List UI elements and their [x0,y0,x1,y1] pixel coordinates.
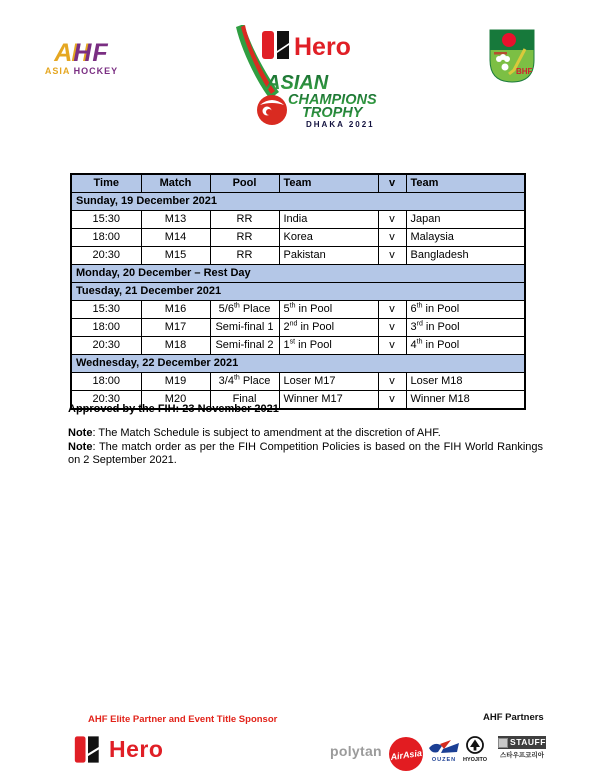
schedule-cell: M19 [141,373,210,391]
notes-block [68,427,543,468]
arrow-glyph [470,740,480,751]
bhf-crest-logo [488,29,536,84]
schedule-cell: M13 [141,211,210,229]
schedule-cell: 6th in Pool [406,301,525,319]
schedule-cell: Semi-final 1 [210,319,279,337]
column-header: v [378,174,406,193]
column-header: Match [141,174,210,193]
schedule-cell: v [378,337,406,355]
section-header-row [71,283,525,301]
schedule-cell: Japan [406,211,525,229]
schedule-cell: M17 [141,319,210,337]
hero-footer-logo [74,734,163,765]
header-row [71,174,525,193]
schedule-cell: 5/6th Place [210,301,279,319]
bhf-text: BHF [516,67,533,76]
schedule-cell: 20:30 [71,391,141,410]
schedule-cell: RR [210,247,279,265]
column-header: Team [406,174,525,193]
schedule-cell: Loser M17 [279,373,378,391]
ahf-letter-a: A [54,39,74,67]
section-header-row [71,355,525,373]
approved-line: Approved by the FIH: 23 November 2021 [68,403,279,415]
ball-crest-icon [502,64,509,71]
schedule-cell: v [378,247,406,265]
asian-champions-trophy-logo [226,25,392,129]
elite-partner-heading: AHF Elite Partner and Event Title Sponsor [88,714,278,725]
schedule-cell: v [378,391,406,410]
schedule-cell: 18:00 [71,373,141,391]
schedule-cell: v [378,319,406,337]
schedule-cell: Malaysia [406,229,525,247]
stauff-logo-box [498,736,546,749]
ouzen-logo-graphic [428,739,460,764]
schedule-cell: Winner M18 [406,391,525,410]
schedule-cell: RR [210,211,279,229]
bangladesh-flag-circle [502,33,516,47]
schedule-cell: Korea [279,229,378,247]
hyojito-text: HYOJITO [462,757,488,763]
ahf-logo-subtitle: ASIA HOCKEY [44,66,119,76]
column-header: Team [279,174,378,193]
column-header: Pool [210,174,279,193]
match-row [71,301,525,319]
hockey-ball-icon [257,95,287,125]
schedule-cell: v [378,229,406,247]
schedule-cell: 3/4th Place [210,373,279,391]
ouzen-logo [428,739,460,769]
polytan-logo: polytan [330,743,382,759]
schedule-cell: v [378,301,406,319]
schedule-cell: Semi-final 2 [210,337,279,355]
schedule-cell: Winner M17 [279,391,378,410]
schedule-cell: Pakistan [279,247,378,265]
hero-wordmark: Hero [109,736,164,762]
schedule-cell: 15:30 [71,301,141,319]
act-line1: ASIAN [266,72,329,94]
schedule-cell: Final [210,391,279,410]
section-header: Wednesday, 22 December 2021 [71,355,525,373]
schedule-table [70,173,526,410]
schedule-cell: M15 [141,247,210,265]
airasia-text: AirAsia [389,747,423,763]
match-row [71,247,525,265]
section-header: Monday, 20 December – Rest Day [71,265,525,283]
column-header: Time [71,174,141,193]
ouzen-text: OUZEN [431,757,457,763]
schedule-cell: v [378,373,406,391]
hero-logo-mark [74,734,102,765]
match-row [71,337,525,355]
asian-champions-trophy-logo-graphic [226,25,392,129]
schedule-cell: India [279,211,378,229]
ahf-partners-heading: AHF Partners [483,712,544,723]
schedule-cell: 15:30 [71,211,141,229]
schedule-table-body [71,193,525,410]
schedule-cell: Loser M18 [406,373,525,391]
schedule-cell: v [378,211,406,229]
schedule-cell: M20 [141,391,210,410]
schedule-cell: 1st in Pool [279,337,378,355]
schedule-cell: M18 [141,337,210,355]
stauff-korean-text: 스타우프코리아 [500,752,544,759]
schedule-cell: RR [210,229,279,247]
hero-logo-mark [262,31,289,59]
ahf-letter-h: H [73,39,93,67]
ahf-asia-hockey-logo [44,39,119,76]
schedule-cell: 18:00 [71,319,141,337]
airasia-logo-graphic [388,736,424,772]
schedule-cell: 18:00 [71,229,141,247]
ahf-logo-letters [44,39,119,67]
hyojito-logo-graphic [461,736,491,763]
schedule-cell: 2nd in Pool [279,319,378,337]
act-line3: TROPHY [302,105,363,121]
schedule-table-head [71,174,525,193]
hero-wordmark: Hero [294,33,351,61]
stauff-text: STAUFF [510,737,546,747]
stauff-logo [498,736,546,759]
schedule-cell: 5th in Pool [279,301,378,319]
bhf-crest-graphic [488,29,536,84]
note-2: Note: The match order as per the FIH Competition Policies is based on the FIH World Rankings on 2 September 2021. [68,440,543,466]
section-header-row [71,193,525,211]
schedule-cell: M14 [141,229,210,247]
schedule-cell: Bangladesh [406,247,525,265]
schedule-cell: M16 [141,301,210,319]
match-row [71,211,525,229]
schedule-cell: 4th in Pool [406,337,525,355]
section-header: Tuesday, 21 December 2021 [71,283,525,301]
airasia-logo [388,736,424,777]
section-header: Sunday, 19 December 2021 [71,193,525,211]
schedule-cell: 3rd in Pool [406,319,525,337]
match-row [71,229,525,247]
match-row [71,319,525,337]
schedule-cell: 20:30 [71,337,141,355]
act-line4: DHAKA 2021 [306,120,375,129]
act-line2: CHAMPIONS [288,92,377,108]
section-header-row [71,265,525,283]
hyojito-logo [461,736,491,768]
note-1: Note: The Match Schedule is subject to amendment at the discretion of AHF. [68,427,441,439]
match-row [71,373,525,391]
gear-icon [498,738,508,748]
schedule-cell: 20:30 [71,247,141,265]
ahf-letter-f: F [92,39,109,67]
